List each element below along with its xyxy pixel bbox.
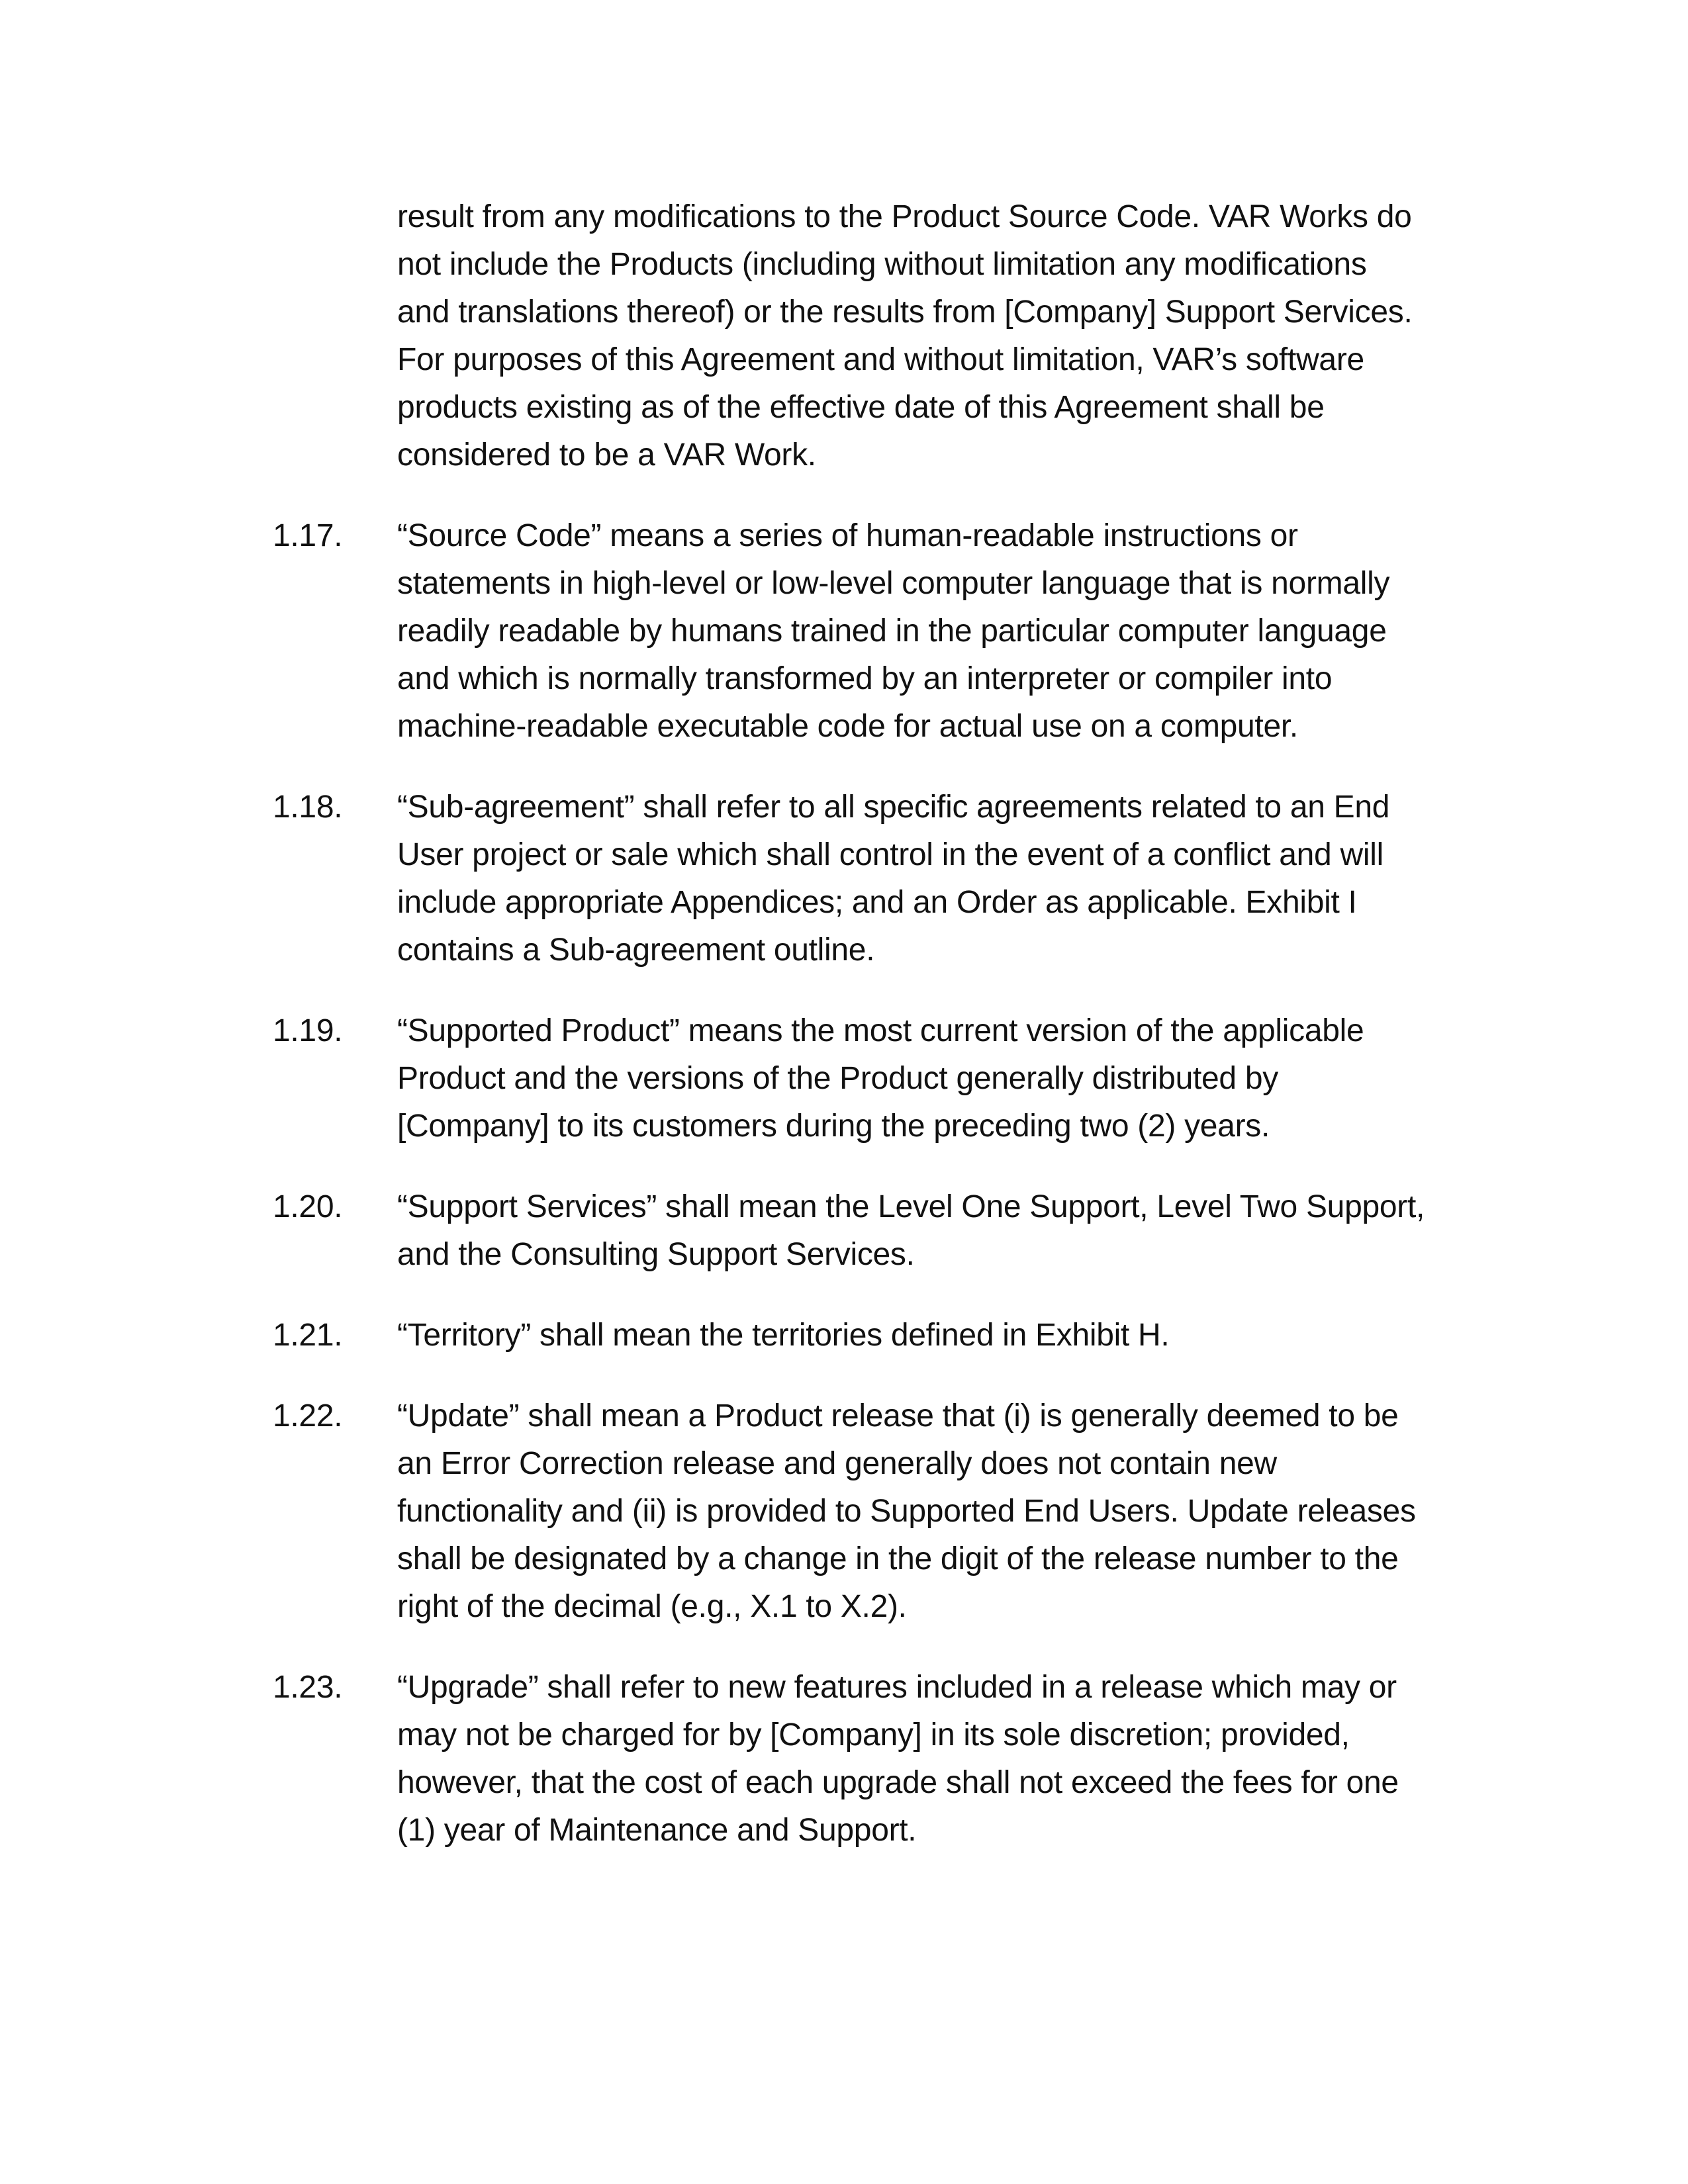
text-line: and translations thereof) or the results from [Company] Support Services. [397,295,1413,330]
clause-1-22 [273,1392,1477,1631]
text-line: User project or sale which shall control in the event of a conflict and will [397,837,1383,872]
clause-number: 1.21. [273,1318,343,1353]
text-line: “Supported Product” means the most current version of the applicable [397,1013,1364,1048]
text-line: “Upgrade” shall refer to new features included in a release which may or [397,1670,1397,1705]
clause-text [397,1664,1477,1854]
clause-1-17 [273,512,1477,751]
text-line: and the Consulting Support Services. [397,1237,915,1272]
text-line: right of the decimal (e.g., X.1 to X.2). [397,1589,907,1624]
text-line: however, that the cost of each upgrade shall not exceed the fees for one [397,1765,1399,1800]
text-line: “Sub-agreement” shall refer to all specific agreements related to an End [397,790,1390,825]
text-line: “Source Code” means a series of human-readable instructions or [397,518,1298,553]
text-line: “Update” shall mean a Product release that (i) is generally deemed to be [397,1398,1399,1433]
text-line: may not be charged for by [Company] in its sole discretion; provided, [397,1717,1350,1752]
clause-text [397,784,1477,974]
clause-text [397,1392,1477,1631]
text-line: Product and the versions of the Product generally distributed by [397,1061,1278,1096]
text-line: functionality and (ii) is provided to Supported End Users. Update releases [397,1494,1416,1529]
clause-1-19 [273,1007,1477,1150]
text-line: shall be designated by a change in the digit of the release number to the [397,1541,1399,1576]
clause-text [397,1312,1477,1359]
text-line: considered to be a VAR Work. [397,437,816,473]
clause-number: 1.23. [273,1670,343,1705]
text-line: include appropriate Appendices; and an Order as applicable. Exhibit I [397,885,1357,920]
text-line: and which is normally transformed by an interpreter or compiler into [397,661,1333,696]
document-body [273,193,1477,1888]
clause-text [397,1007,1477,1150]
continued-paragraph [397,193,1477,479]
clause-number: 1.22. [273,1398,343,1433]
text-line: result from any modifications to the Product Source Code. VAR Works do [397,199,1412,234]
clause-1-20 [273,1183,1477,1279]
clause-1-18 [273,784,1477,974]
clause-1-23 [273,1664,1477,1854]
clause-number: 1.20. [273,1189,343,1224]
text-line: [Company] to its customers during the preceding two (2) years. [397,1109,1270,1144]
text-line: “Territory” shall mean the territories defined in Exhibit H. [397,1318,1170,1353]
text-line: For purposes of this Agreement and without limitation, VAR’s software [397,342,1364,377]
text-line: products existing as of the effective date of this Agreement shall be [397,390,1325,425]
clause-1-21 [273,1312,1477,1359]
text-line: statements in high-level or low-level computer language that is normally [397,566,1390,601]
clause-text [397,512,1477,751]
clause-text [397,1183,1477,1279]
text-line: contains a Sub-agreement outline. [397,933,875,968]
text-line: (1) year of Maintenance and Support. [397,1813,917,1848]
text-line: not include the Products (including without limitation any modifications [397,247,1367,282]
clause-number: 1.19. [273,1013,343,1048]
text-line: an Error Correction release and generally does not contain new [397,1446,1277,1481]
text-line: “Support Services” shall mean the Level One Support, Level Two Support, [397,1189,1425,1224]
text-line: readily readable by humans trained in the particular computer language [397,614,1387,649]
clause-number: 1.18. [273,790,343,825]
clause-number: 1.17. [273,518,343,553]
text-line: machine-readable executable code for actual use on a computer. [397,709,1298,744]
